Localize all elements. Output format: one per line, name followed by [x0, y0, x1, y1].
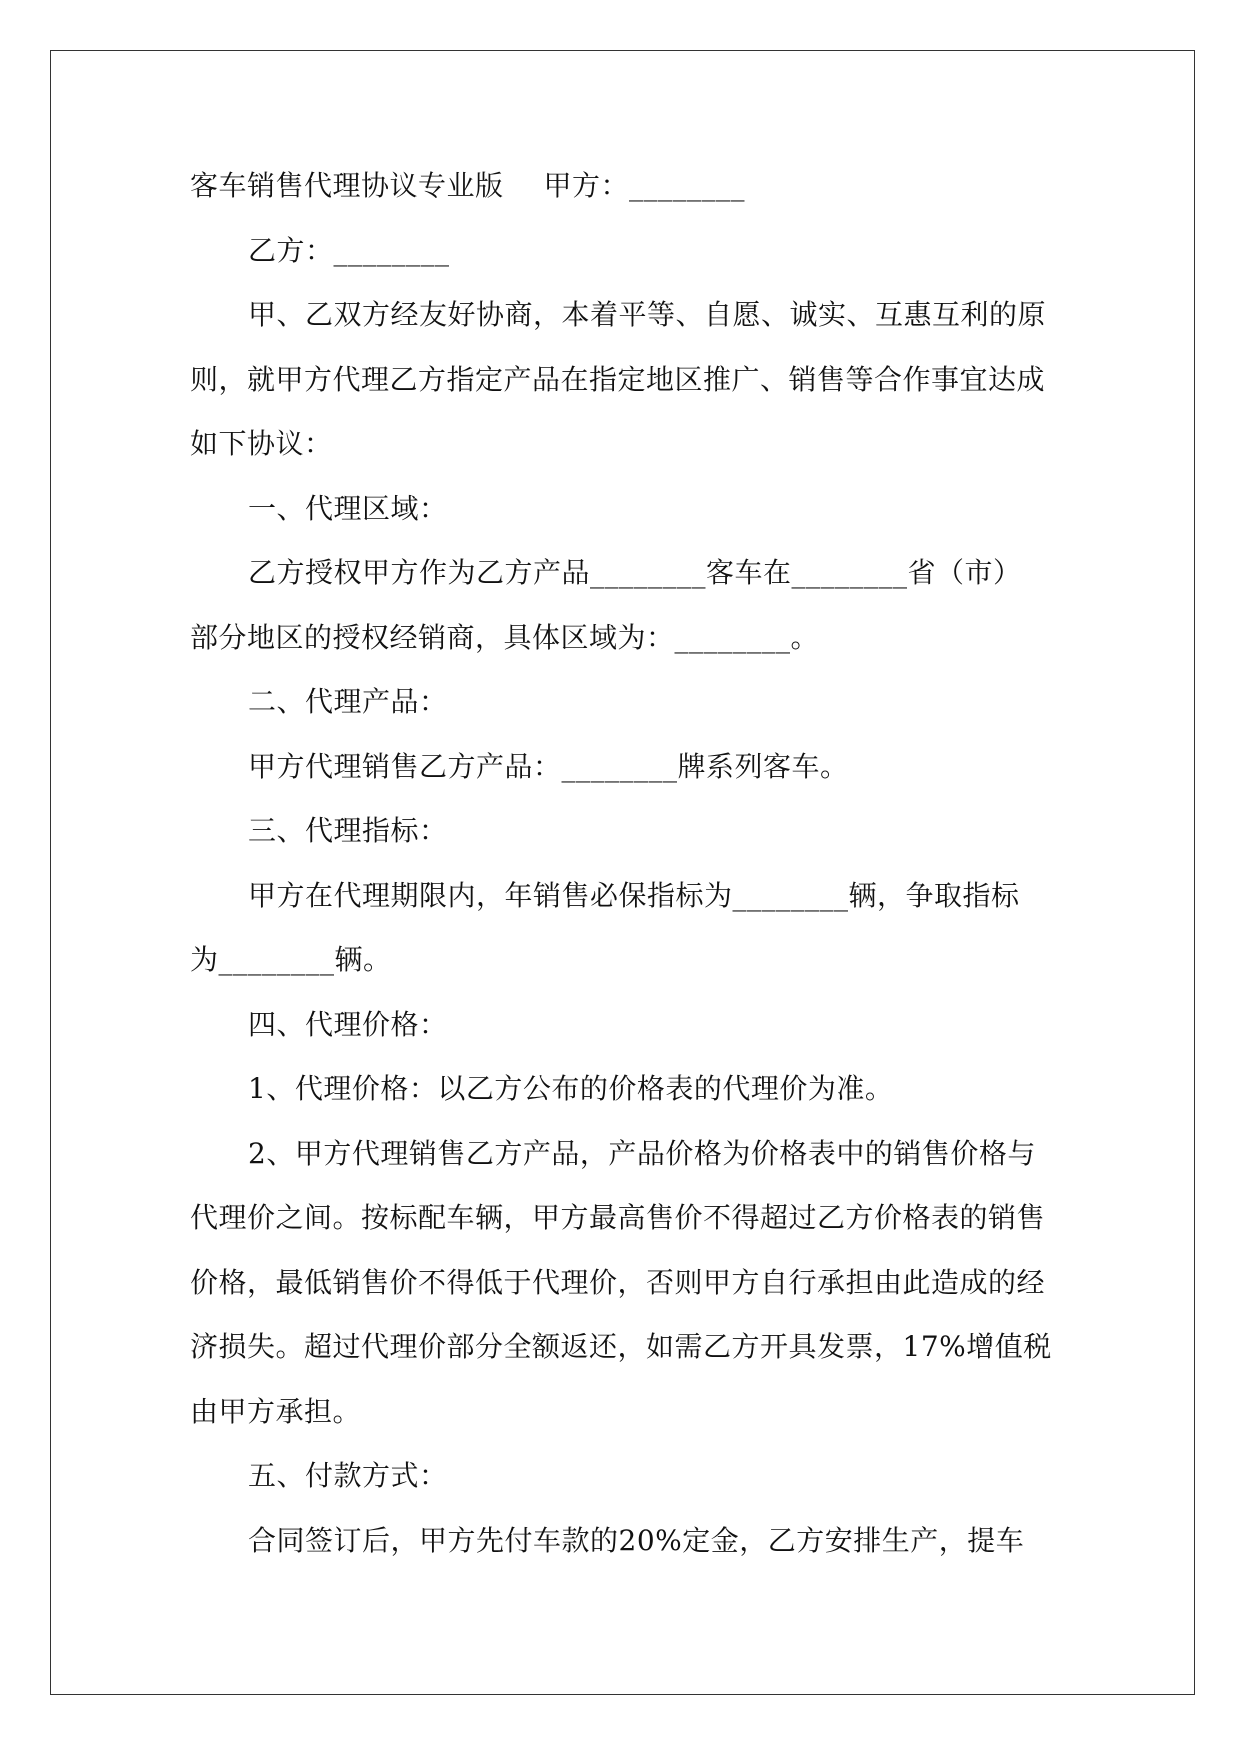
section-heading: 一、代理区域： — [248, 491, 448, 525]
paragraph-line: 乙方授权甲方作为乙方产品________客车在________省（市） — [248, 556, 1022, 589]
paragraph-line: 如下协议： — [190, 427, 333, 460]
section-heading: 四、代理价格： — [248, 1007, 448, 1041]
section-heading: 五、付款方式： — [248, 1459, 448, 1492]
paragraph-line: 则，就甲方代理乙方指定产品在指定地区推广、销售等合作事宜达成 — [190, 362, 1046, 396]
paragraph-line: 甲方代理销售乙方产品：________牌系列客车。 — [248, 749, 849, 783]
paragraph-line: 由甲方承担。 — [190, 1394, 362, 1428]
title-line — [190, 154, 1070, 219]
paragraph-line: 价格，最低销售价不得低于代理价，否则甲方自行承担由此造成的经 — [190, 1265, 1046, 1299]
paragraph-line: 为________辆。 — [190, 943, 392, 976]
paragraph-line: 1、代理价格：以乙方公布的价格表的代理价为准。 — [248, 1072, 894, 1105]
paragraph-line: 合同签订后，甲方先付车款的20%定金，乙方安排生产，提车 — [248, 1523, 1025, 1557]
paragraph-line: 甲方在代理期限内，年销售必保指标为________辆，争取指标 — [248, 878, 1020, 912]
document-body — [190, 154, 1070, 1573]
paragraph-line: 乙方：________ — [248, 233, 450, 267]
paragraph-line: 代理价之间。按标配车辆，甲方最高售价不得超过乙方价格表的销售 — [190, 1201, 1046, 1234]
paragraph-line: 部分地区的授权经销商，具体区域为：________。 — [190, 620, 820, 654]
party-a-field: 甲方：________ — [543, 169, 746, 202]
section-heading: 二、代理产品： — [248, 685, 448, 718]
paragraph-line: 2、甲方代理销售乙方产品，产品价格为价格表中的销售价格与 — [248, 1136, 1036, 1170]
paragraph-line: 甲、乙双方经友好协商，本着平等、自愿、诚实、互惠互利的原 — [248, 298, 1047, 331]
document-title: 客车销售代理协议专业版 — [190, 169, 504, 202]
paragraph-line: 济损失。超过代理价部分全额返还，如需乙方开具发票，17%增值税 — [190, 1330, 1052, 1363]
section-heading: 三、代理指标： — [248, 814, 448, 847]
